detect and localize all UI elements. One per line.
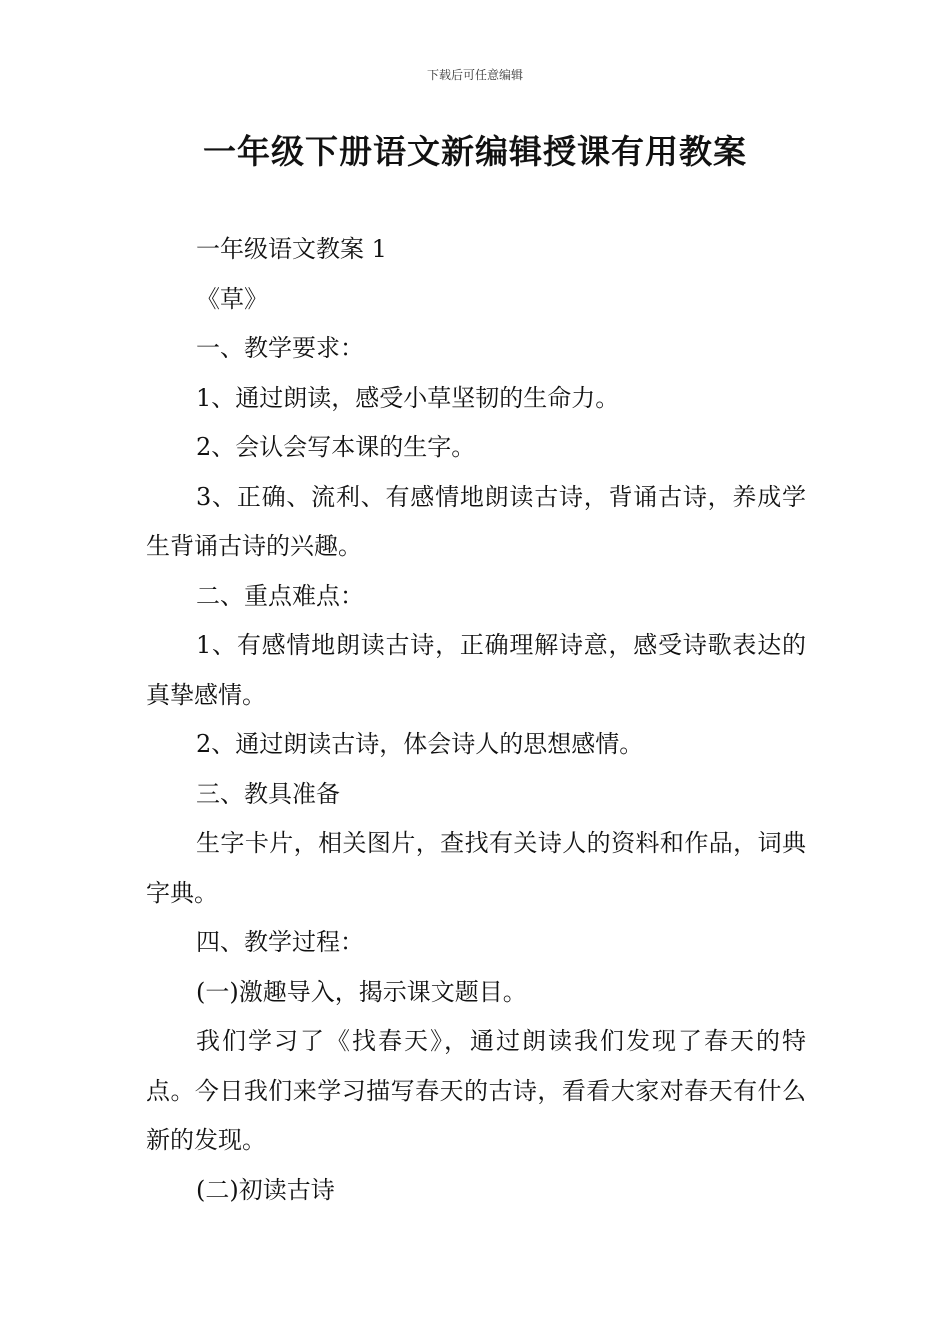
- page-header-note: 下载后可任意编辑: [426, 68, 523, 82]
- section-heading-key-points: 二、重点难点：: [196, 581, 364, 610]
- process-step-1-heading: (一)激趣导入，揭示课文题目。: [196, 977, 527, 1006]
- poem-title: 《草》: [196, 284, 268, 313]
- requirement-item-3: 3、正确、流利、有感情地朗读古诗，背诵古诗，养成学生背诵古诗的兴趣。: [146, 482, 806, 560]
- section-heading-materials: 三、教具准备: [196, 779, 340, 808]
- process-step-1-text: 我们学习了《找春天》，通过朗读我们发现了春天的特点。今日我们来学习描写春天的古诗，看看大家对春天有什么新的发现。: [146, 1027, 806, 1154]
- requirement-item-2: 2、会认会写本课的生字。: [196, 433, 476, 461]
- section-heading-requirements: 一、教学要求：: [196, 334, 364, 362]
- key-point-item-2: 2、通过朗读古诗，体会诗人的思想感情。: [196, 730, 644, 758]
- document-title: 一年级下册语文新编辑授课有用教案: [203, 132, 747, 171]
- document-body: [146, 225, 806, 1215]
- lesson-heading: 一年级语文教案 1: [196, 235, 387, 263]
- materials-text: 生字卡片，相关图片，查找有关诗人的资料和作品，词典字典。: [146, 829, 806, 907]
- key-point-item-1: 1、有感情地朗读古诗，正确理解诗意，感受诗歌表达的真挚感情。: [146, 631, 806, 709]
- process-step-2-heading: (二)初读古诗: [196, 1175, 335, 1204]
- requirement-item-1: 1、通过朗读，感受小草坚韧的生命力。: [196, 383, 620, 412]
- section-heading-process: 四、教学过程：: [196, 928, 364, 956]
